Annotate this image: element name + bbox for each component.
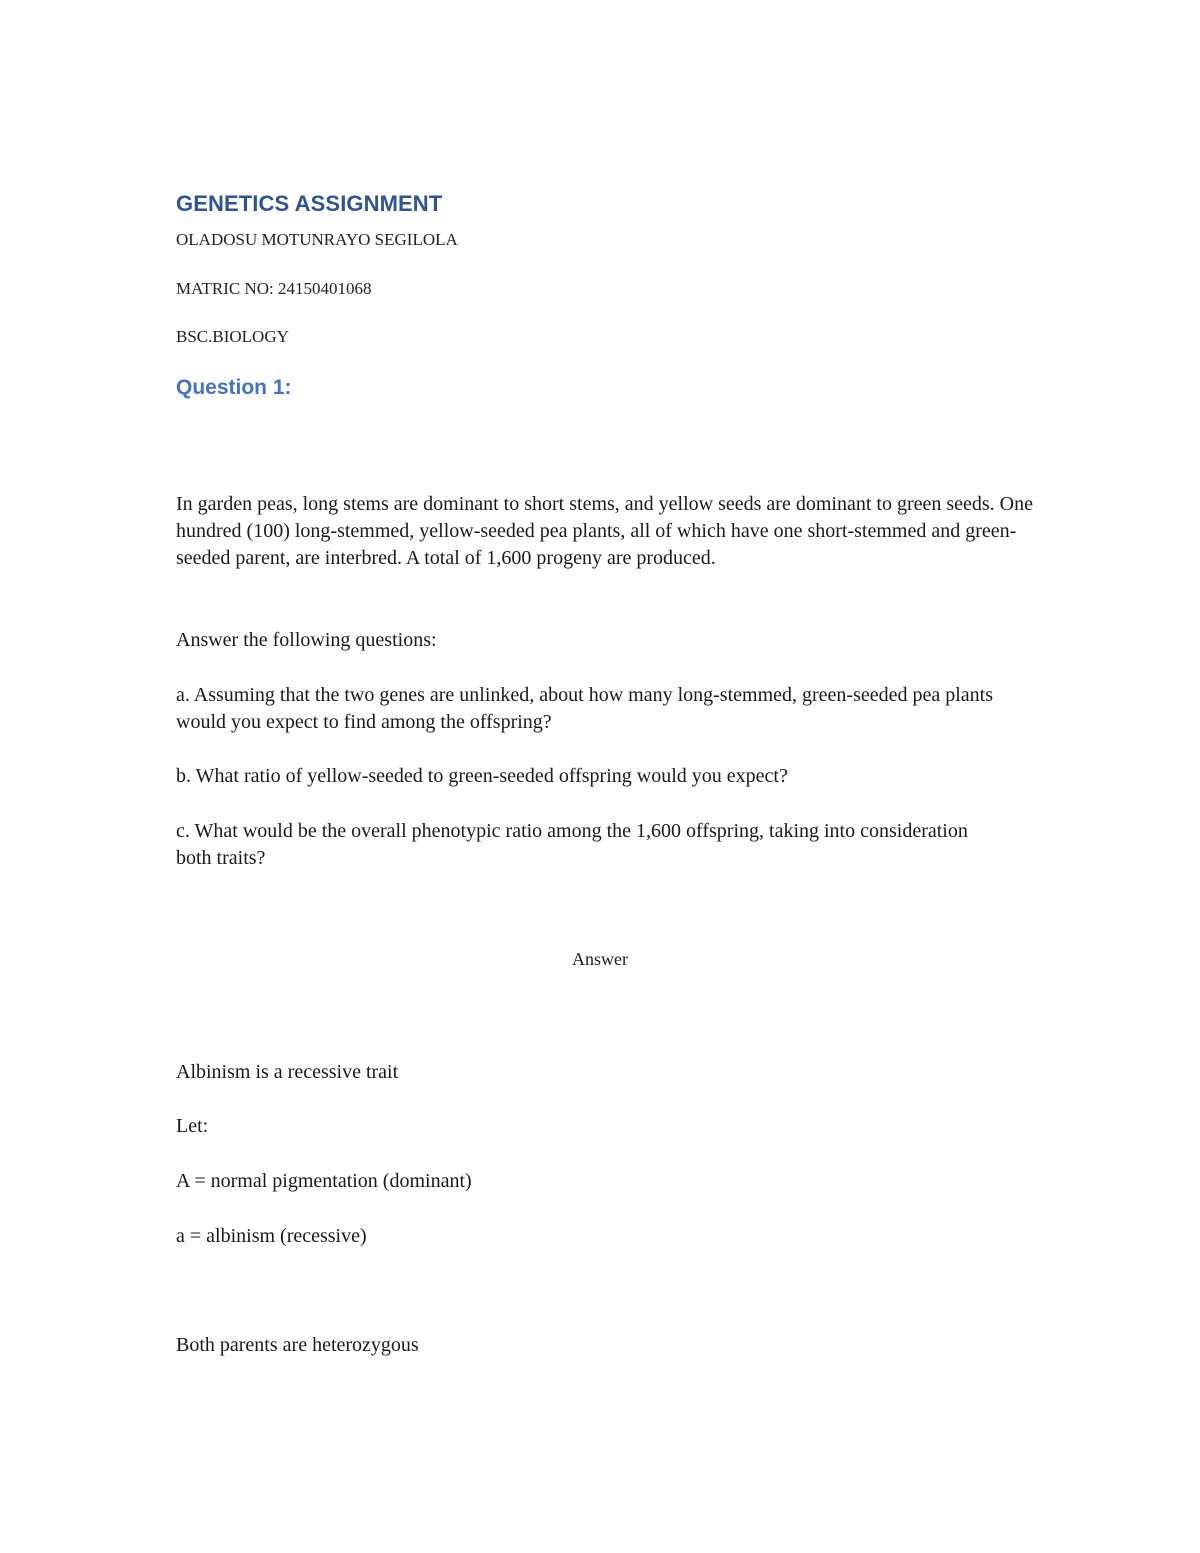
matric-number: MATRIC NO: 24150401068 bbox=[176, 279, 372, 298]
answer-let: Let: bbox=[176, 1115, 209, 1137]
course-name: BSC.BIOLOGY bbox=[176, 327, 289, 346]
student-name: OLADOSU MOTUNRAYO SEGILOLA bbox=[176, 230, 458, 249]
question-part-b: b. What ratio of yellow-seeded to green-seeded offspring would you expect? bbox=[176, 765, 788, 787]
answer-definition-dominant: A = normal pigmentation (dominant) bbox=[176, 1170, 472, 1192]
question-part-a: a. Assuming that the two genes are unlinked, about how many long-stemmed, green-seeded pea plants would you expect to find among the offspring? bbox=[176, 684, 994, 733]
answer-statement: Albinism is a recessive trait bbox=[176, 1061, 399, 1083]
answer-definition-recessive: a = albinism (recessive) bbox=[176, 1225, 367, 1247]
question-part-c: c. What would be the overall phenotypic ratio among the 1,600 offspring, taking into consideration both traits? bbox=[176, 820, 968, 869]
question-text: In garden peas, long stems are dominant to short stems, and yellow seeds are dominant to green seeds. One hundred (100) long-stemmed, yellow-seeded pea plants, all of which have one short-stemmed and green-seeded parent, are interbred. A total of 1,600 progeny are produced. bbox=[176, 493, 1034, 569]
answer-parents: Both parents are heterozygous bbox=[176, 1334, 419, 1356]
document-title: GENETICS ASSIGNMENT bbox=[176, 191, 443, 216]
instruction-text: Answer the following questions: bbox=[176, 629, 437, 651]
question-heading: Question 1: bbox=[176, 376, 292, 399]
answer-heading: Answer bbox=[572, 949, 628, 969]
